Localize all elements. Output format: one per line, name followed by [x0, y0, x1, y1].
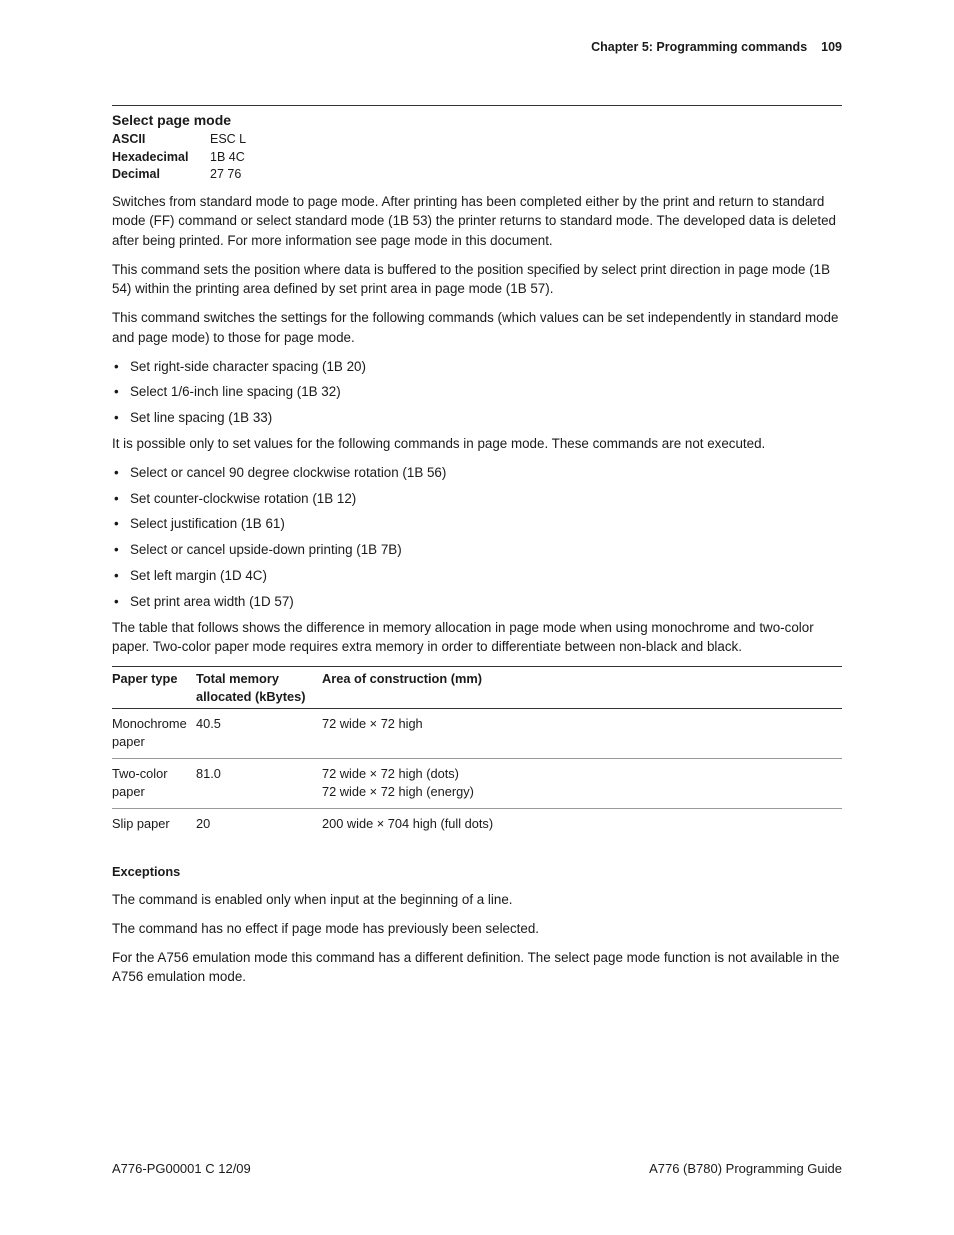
header-paper-type: Paper type: [112, 667, 196, 709]
page-number: 109: [821, 40, 842, 54]
command-codes: [112, 131, 842, 184]
bullet-list: [112, 463, 842, 611]
code-value: 27 76: [210, 167, 242, 181]
code-row-hexadecimal: [112, 149, 842, 167]
code-row-decimal: [112, 166, 842, 184]
list-item-text: Set right-side character spacing (1B 20): [130, 358, 366, 374]
header-memory: Total memory allocated (kBytes): [196, 667, 322, 709]
bullet: •: [114, 490, 119, 506]
code-value: 1B 4C: [210, 149, 245, 164]
list-item: [112, 463, 842, 483]
code-row-ascii: [112, 131, 842, 149]
bullet: •: [114, 464, 119, 480]
code-key: ASCII: [112, 132, 146, 146]
code-key: Hexadecimal: [112, 149, 189, 164]
footer-guide-title: A776 (B780) Programming Guide: [649, 1161, 842, 1176]
bullet: •: [114, 542, 119, 558]
list-item-text: Select 1/6-inch line spacing (1B 32): [130, 384, 341, 400]
paragraph: Switches from standard mode to page mode. After printing has been completed either by the print and return to standard mode (FF) command or select standard mode (1B 53) the printer returns to standard mode. The developed data is deleted after being printed. For more information see page mode in this document.: [112, 193, 836, 248]
list-item: [112, 540, 842, 560]
cell-area: [322, 709, 842, 759]
code-key: Decimal: [112, 167, 160, 181]
list-item-text: Set left margin (1D 4C): [130, 568, 267, 584]
page-header: [591, 40, 842, 54]
bullet: •: [114, 593, 119, 609]
section-title: Select page mode: [112, 112, 232, 128]
cell-area: [322, 759, 842, 809]
paragraph: The table that follows shows the difference in memory allocation in page mode when using monochrome and two-color paper. Two-color paper mode requires extra memory in order to differentiate between non-black and black.: [112, 619, 814, 655]
list-item: [112, 357, 842, 377]
bullet: •: [114, 358, 119, 374]
bullet: •: [114, 384, 119, 400]
list-item: [112, 408, 842, 428]
cell-memory: 20: [196, 816, 211, 832]
paragraph: The command has no effect if page mode has previously been selected.: [112, 920, 540, 936]
list-item: [112, 566, 842, 586]
area-line: 200 wide × 704 high (full dots): [322, 816, 494, 832]
paragraph: This command switches the settings for the following commands (which values can be set independently in standard mode and page mode) to those for page mode.: [112, 310, 839, 345]
list-item: [112, 514, 842, 534]
list-item-text: Set print area width (1D 57): [130, 593, 294, 609]
list-item-text: Select justification (1B 61): [130, 516, 285, 532]
area-line: 72 wide × 72 high (dots): [322, 766, 459, 782]
cell-paper-type: Monochrome paper: [112, 709, 196, 759]
bullet: •: [114, 568, 119, 584]
area-line: 72 wide × 72 high (energy): [322, 783, 474, 799]
main-content: [112, 105, 842, 996]
cell-paper-type: Slip paper: [112, 816, 170, 832]
table-row: [112, 709, 842, 759]
bullet: •: [114, 516, 119, 532]
bullet: •: [114, 410, 119, 426]
paragraph: It is possible only to set values for the following commands in page mode. These commands are not executed.: [112, 435, 766, 451]
exceptions-title: Exceptions: [112, 863, 181, 879]
list-item-text: Set line spacing (1B 33): [130, 410, 273, 426]
code-value: ESC L: [210, 132, 247, 146]
table-row: [112, 759, 842, 809]
list-item-text: Set counter-clockwise rotation (1B 12): [130, 490, 357, 506]
table-row: [112, 809, 842, 841]
chapter-title: Chapter 5: Programming commands: [591, 40, 808, 54]
list-item: [112, 489, 842, 509]
list-item: [112, 382, 842, 402]
area-line: 72 wide × 72 high: [322, 716, 423, 732]
list-item-text: Select or cancel upside-down printing (1B 7B): [130, 542, 402, 558]
table-header-row: [112, 667, 842, 709]
bullet-list: [112, 357, 842, 428]
paragraph: The command is enabled only when input at the beginning of a line.: [112, 891, 513, 907]
section-title-block: [112, 105, 842, 130]
header-area: Area of construction (mm): [322, 667, 842, 709]
cell-area: [322, 809, 842, 841]
cell-memory: 40.5: [196, 709, 322, 759]
list-item: [112, 592, 842, 612]
cell-memory: 81.0: [196, 759, 322, 809]
memory-table: [112, 666, 842, 841]
footer-document-id: A776-PG00001 C 12/09: [112, 1161, 251, 1176]
paragraph: For the A756 emulation mode this command has a different definition. The select page mode function is not available in the A756 emulation mode.: [112, 949, 840, 985]
paragraph: This command sets the position where data is buffered to the position specified by select print direction in page mode (1B 54) within the printing area defined by set print area in page mode (1B 57).: [112, 261, 831, 296]
list-item-text: Select or cancel 90 degree clockwise rotation (1B 56): [130, 464, 447, 480]
cell-paper-type: Two-color paper: [112, 759, 196, 809]
